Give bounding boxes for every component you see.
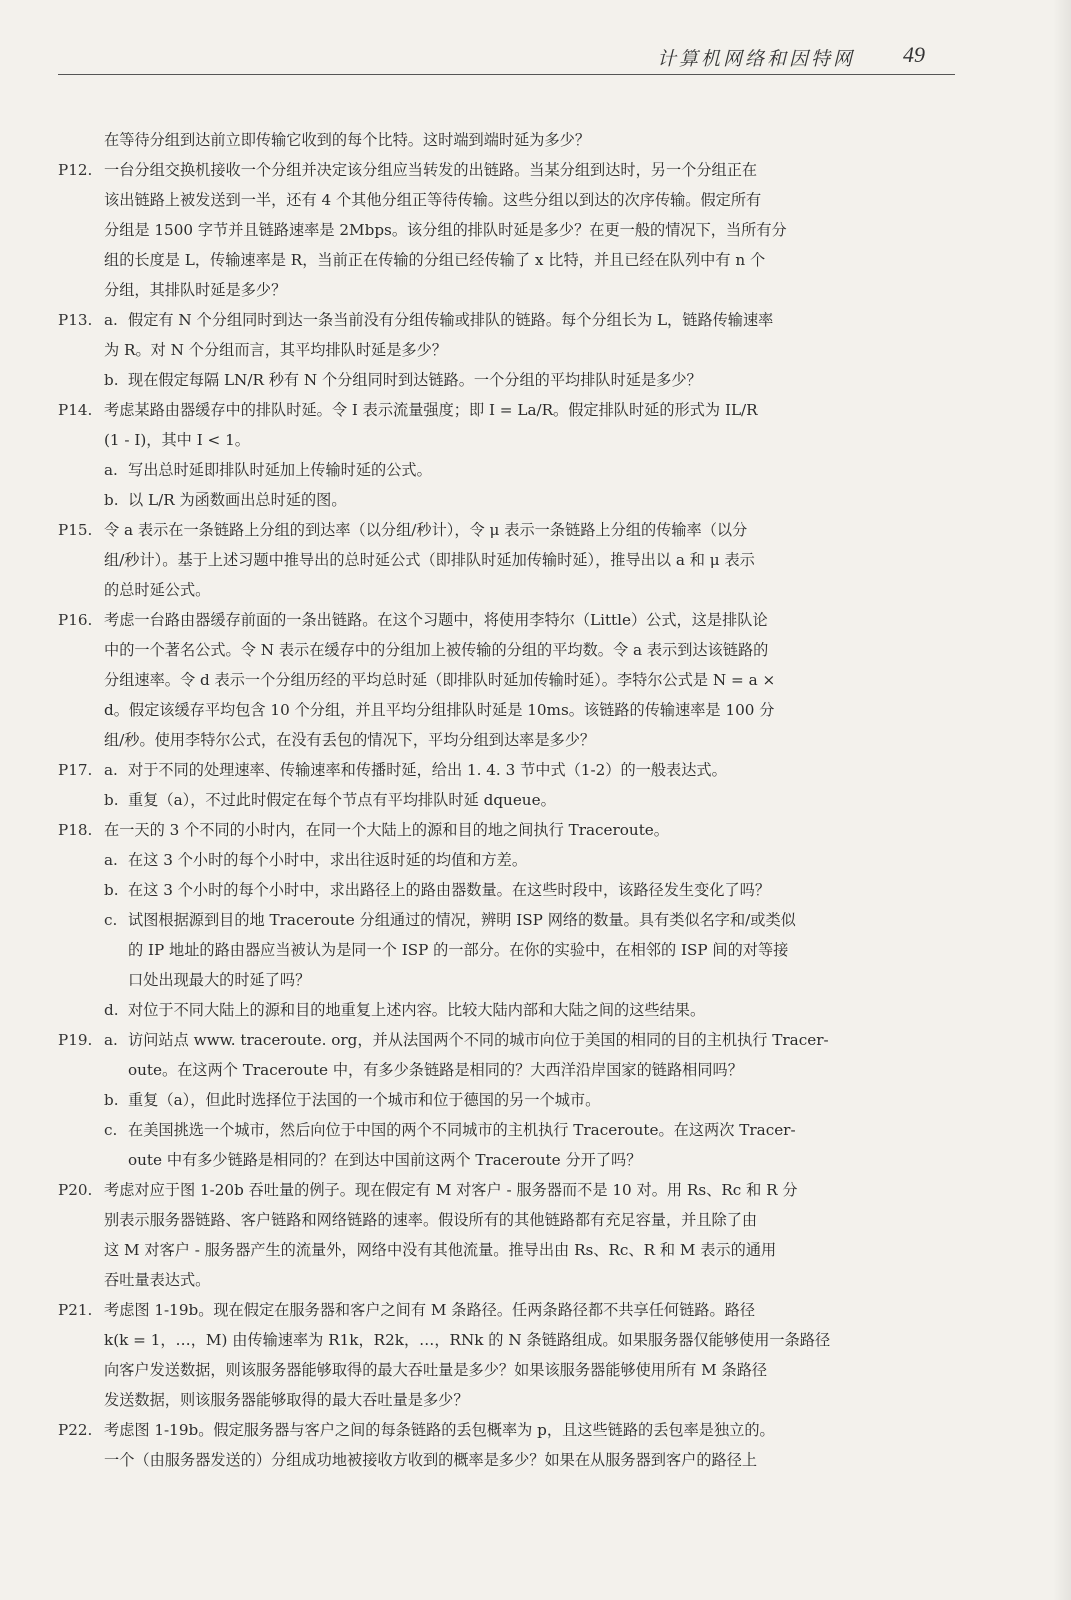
text-line [58, 725, 958, 755]
line-text: 重复（a），但此时选择位于法国的一个城市和位于德国的另一个城市。 [128, 1091, 601, 1109]
text-line [58, 1355, 958, 1385]
line-text: 该出链路上被发送到一半，还有 4 个其他分组正等待传输。这些分组以到达的次序传输。假定所有 [104, 191, 762, 209]
line-text: 组的长度是 L，传输速率是 R，当前正在传输的分组已经传输了 x 比特，并且已经在队列中有 n 个 [104, 251, 766, 269]
page-number: 49 [903, 42, 925, 67]
line-text: 现在假定每隔 LN/R 秒有 N 个分组同时到达链路。一个分组的平均排队时延是多少？ [128, 371, 702, 389]
text-line [58, 335, 958, 365]
line-text: 以 L/R 为函数画出总时延的图。 [128, 491, 347, 509]
text-line [58, 605, 958, 635]
text-line [58, 785, 958, 815]
text-line [58, 1295, 958, 1325]
text-line [58, 1085, 958, 1115]
problem-label: P13. [58, 311, 93, 329]
line-text: 访问站点 www. traceroute. org，并从法国两个不同的城市向位于美国的相同的目的主机执行 Tracer- [128, 1031, 829, 1049]
subitem-label: a. [104, 461, 118, 479]
line-text: 为 R。对 N 个分组而言，其平均排队时延是多少？ [104, 341, 447, 359]
text-line [58, 1175, 958, 1205]
line-text: (1 - I)，其中 I < 1。 [104, 431, 250, 449]
text-line [58, 545, 958, 575]
subitem-label: b. [104, 881, 119, 899]
text-line [58, 935, 958, 965]
text-line [58, 425, 958, 455]
line-text: 的 IP 地址的路由器应当被认为是同一个 ISP 的一部分。在你的实验中，在相邻的 ISP 间的对等接 [128, 941, 789, 959]
text-line [58, 125, 958, 155]
text-line [58, 695, 958, 725]
line-text: 考虑图 1-19b。现在假定在服务器和客户之间有 M 条路径。任两条路径都不共享任何链路。路径 [104, 1301, 756, 1319]
line-text: 这 M 对客户 - 服务器产生的流量外，网络中没有其他流量。推导出由 Rs、Rc、R 和 M 表示的通用 [104, 1241, 777, 1259]
line-text: 在等待分组到达前立即传输它收到的每个比特。这时端到端时延为多少？ [104, 131, 590, 149]
text-line [58, 365, 958, 395]
subitem-label: b. [104, 491, 119, 509]
line-text: 考虑对应于图 1-20b 吞吐量的例子。现在假定有 M 对客户 - 服务器而不是 10 对。用 Rs、Rc 和 R 分 [104, 1181, 798, 1199]
text-line [58, 1415, 958, 1445]
line-text: oute。在这两个 Traceroute 中，有多少条链路是相同的？大西洋沿岸国家的链路相同吗？ [128, 1061, 743, 1079]
line-text: 的总时延公式。 [104, 581, 211, 599]
line-text: 发送数据，则该服务器能够取得的最大吞吐量是多少？ [104, 1391, 469, 1409]
text-line [58, 155, 958, 185]
text-line [58, 485, 958, 515]
line-text: 口处出现最大的时延了吗？ [128, 971, 311, 989]
line-text: 一台分组交换机接收一个分组并决定该分组应当转发的出链路。当某分组到达时，另一个分组正在 [104, 161, 758, 179]
text-line [58, 185, 958, 215]
text-line [58, 455, 958, 485]
line-text: 分组是 1500 字节并且链路速率是 2Mbps。该分组的排队时延是多少？在更一般的情况下，当所有分 [104, 221, 787, 239]
line-text: 对位于不同大陆上的源和目的地重复上述内容。比较大陆内部和大陆之间的这些结果。 [128, 1001, 706, 1019]
problem-label: P19. [58, 1031, 93, 1049]
text-line [58, 845, 958, 875]
line-text: 试图根据源到目的地 Traceroute 分组通过的情况，辨明 ISP 网络的数量。具有类似名字和/或类似 [128, 911, 796, 929]
line-text: 在美国挑选一个城市，然后向位于中国的两个不同城市的主机执行 Traceroute。在这两次 Tracer- [128, 1121, 796, 1139]
line-text: 吞吐量表达式。 [104, 1271, 211, 1289]
running-header [58, 40, 955, 75]
text-line [58, 515, 958, 545]
text-line [58, 635, 958, 665]
text-line [58, 1385, 958, 1415]
text-line [58, 1055, 958, 1085]
subitem-label: a. [104, 761, 118, 779]
line-text: 分组速率。令 d 表示一个分组历经的平均总时延（即排队时延加传输时延）。李特尔公式是 N = a × [104, 671, 776, 689]
line-text: 考虑某路由器缓存中的排队时延。令 I 表示流量强度；即 I = La/R。假定排队时延的形式为 IL/R [104, 401, 758, 419]
line-text: k(k = 1，…，M) 由传输速率为 R1k，R2k，…，RNk 的 N 条链路组成。如果服务器仅能够使用一条路径 [104, 1331, 831, 1349]
subitem-label: d. [104, 1001, 119, 1019]
subitem-label: a. [104, 851, 118, 869]
line-text: 在一天的 3 个不同的小时内，在同一个大陆上的源和目的地之间执行 Traceroute。 [104, 821, 669, 839]
problem-label: P14. [58, 401, 93, 419]
text-line [58, 575, 958, 605]
line-text: 分组，其排队时延是多少？ [104, 281, 287, 299]
problem-label: P17. [58, 761, 93, 779]
line-text: 在这 3 个小时的每个小时中，求出路径上的路由器数量。在这些时段中，该路径发生变化了吗？ [128, 881, 771, 899]
text-line [58, 815, 958, 845]
text-line [58, 215, 958, 245]
line-text: 重复（a），不过此时假定在每个节点有平均排队时延 dqueue。 [128, 791, 556, 809]
line-text: 一个（由服务器发送的）分组成功地被接收方收到的概率是多少？如果在从服务器到客户的路径上 [104, 1451, 758, 1469]
problem-label: P22. [58, 1421, 93, 1439]
line-text: 考虑图 1-19b。假定服务器与客户之间的每条链路的丢包概率为 p，且这些链路的丢包率是独立的。 [104, 1421, 775, 1439]
problem-list [58, 125, 958, 1475]
text-line [58, 305, 958, 335]
text-line [58, 665, 958, 695]
text-line [58, 1115, 958, 1145]
text-line [58, 1445, 958, 1475]
line-text: 写出总时延即排队时延加上传输时延的公式。 [128, 461, 432, 479]
text-line [58, 965, 958, 995]
subitem-label: a. [104, 311, 118, 329]
line-text: oute 中有多少链路是相同的？在到达中国前这两个 Traceroute 分开了吗？ [128, 1151, 642, 1169]
subitem-label: b. [104, 791, 119, 809]
line-text: 组/秒计）。基于上述习题中推导出的总时延公式（即排队时延加传输时延），推导出以 a 和 μ 表示 [104, 551, 755, 569]
problem-label: P16. [58, 611, 93, 629]
subitem-label: b. [104, 371, 119, 389]
subitem-label: c. [104, 911, 118, 929]
line-text: 考虑一台路由器缓存前面的一条出链路。在这个习题中，将使用李特尔（Little）公式，这是排队论 [104, 611, 768, 629]
text-line [58, 995, 958, 1025]
text-line [58, 1145, 958, 1175]
text-line [58, 1235, 958, 1265]
text-line [58, 275, 958, 305]
page-edge-shadow [1053, 0, 1071, 1600]
problem-label: P20. [58, 1181, 93, 1199]
line-text: 中的一个著名公式。令 N 表示在缓存中的分组加上被传输的分组的平均数。令 a 表示到达该链路的 [104, 641, 769, 659]
text-line [58, 245, 958, 275]
line-text: 在这 3 个小时的每个小时中，求出往返时延的均值和方差。 [128, 851, 528, 869]
problem-label: P21. [58, 1301, 93, 1319]
text-line [58, 1325, 958, 1355]
problem-label: P12. [58, 161, 93, 179]
line-text: 令 a 表示在一条链路上分组的到达率（以分组/秒计），令 μ 表示一条链路上分组的传输率（以分 [104, 521, 748, 539]
line-text: 假定有 N 个分组同时到达一条当前没有分组传输或排队的链路。每个分组长为 L，链路传输速率 [128, 311, 774, 329]
line-text: 对于不同的处理速率、传输速率和传播时延，给出 1. 4. 3 节中式（1-2）的一般表达式。 [128, 761, 727, 779]
problem-label: P18. [58, 821, 93, 839]
text-line [58, 1025, 958, 1055]
subitem-label: a. [104, 1031, 118, 1049]
text-line [58, 755, 958, 785]
line-text: d。假定该缓存平均包含 10 个分组，并且平均分组排队时延是 10ms。该链路的传输速率是 100 分 [104, 701, 775, 719]
line-text: 别表示服务器链路、客户链路和网络链路的速率。假设所有的其他链路都有充足容量，并且除了由 [104, 1211, 758, 1229]
line-text: 组/秒。使用李特尔公式，在没有丢包的情况下，平均分组到达率是多少？ [104, 731, 596, 749]
text-line [58, 1205, 958, 1235]
line-text: 向客户发送数据，则该服务器能够取得的最大吞吐量是多少？如果该服务器能够使用所有 M 条路径 [104, 1361, 768, 1379]
subitem-label: c. [104, 1121, 118, 1139]
header-title: 计算机网络和因特网 [656, 48, 855, 70]
text-line [58, 395, 958, 425]
problem-label: P15. [58, 521, 93, 539]
text-line [58, 905, 958, 935]
text-line [58, 1265, 958, 1295]
text-line [58, 875, 958, 905]
subitem-label: b. [104, 1091, 119, 1109]
